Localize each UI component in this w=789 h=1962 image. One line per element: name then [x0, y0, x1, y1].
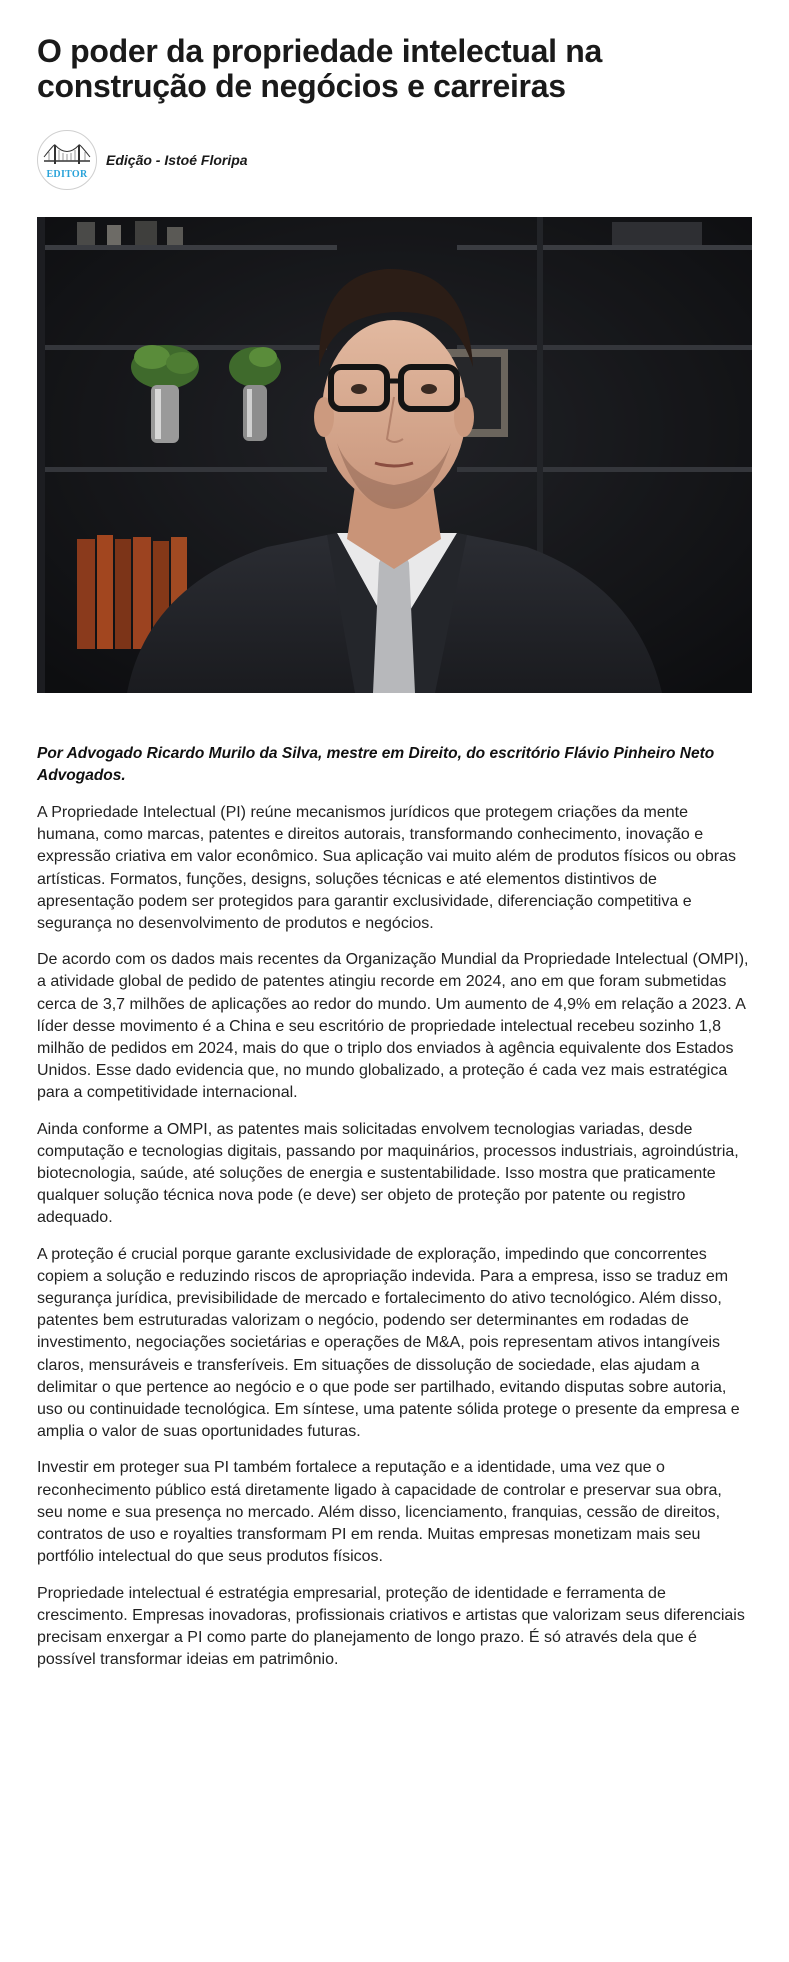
article-paragraph: Ainda conforme a OMPI, as patentes mais solicitadas envolvem tecnologias variadas, desde computação e tecnologias digitais, passando por maquinários, processos industriais, agroindústria, biotecnologia, saúde, até soluções de energia e sustentabilidade. Isso mostra que praticamente qualquer solução técnica nova pode (e deve) ser objeto de proteção por patente ou registro adequado. [37, 1120, 739, 1227]
article-paragraph: Investir em proteger sua PI também fortalece a reputação e a identidade, uma vez que o reconhecimento público está diretamente ligado à capacidade de controlar e preservar sua obra, seu nome e sua presença no mercado. Além disso, licenciamento, franquias, cessão de direitos, contratos de uso e royalties transformam PI em renda. Muitas empresas monetizam mais seu portfólio intelectual do que seus produtos físicos. [37, 1459, 722, 1566]
article-paragraph: Propriedade intelectual é estratégia empresarial, proteção de identidade e ferramenta de crescimento. Empresas inovadoras, profissionais criativos e artistas que valorizam seus diferenciais precisam enxergar a PI como parte do planejamento de longo prazo. É só através dela que é possível transformar ideias em patrimônio. [37, 1584, 745, 1669]
hero-image [37, 217, 752, 693]
article-byline: Por Advogado Ricardo Murilo da Silva, mestre em Direito, do escritório Flávio Pinheiro Neto Advogados. [37, 745, 715, 784]
article-paragraph: A Propriedade Intelectual (PI) reúne mecanismos jurídicos que protegem criações da mente humana, como marcas, patentes e direitos autorais, transformando conhecimento, inovação e expressão criativa em valor econômico. Sua aplicação vai muito além de produtos físicos ou obras artísticas. Formatos, funções, designs, soluções técnicas e até elementos distintivos de apresentação podem ser protegidos para garantir exclusividade, diferenciação competitiva e segurança no desenvolvimento de produtos e negócios. [37, 804, 737, 933]
article-paragraph: De acordo com os dados mais recentes da Organização Mundial da Propriedade Intelectual (OMPI), a atividade global de pedido de patentes atingiu recorde em 2024, ano em que foram submetidas cerca de 3,7 milhões de aplicações ao redor do mundo. Um aumento de 4,9% em relação a 2023. A líder desse movimento é a China e seu escritório de propriedade intelectual recebeu sozinho 1,8 milhão de pedidos em 2024, mais do que o triplo dos enviados à agência equivalente dos Estados Unidos. Esse dado evidencia que, no mundo globalizado, a proteção é cada vez mais estratégica para a competitividade internacional. [37, 951, 749, 1102]
article-title: O poder da propriedade intelectual na construção de negócios e carreiras [37, 33, 603, 104]
article [37, 34, 752, 1671]
article-paragraph: A proteção é crucial porque garante exclusividade de exploração, impedindo que concorrentes copiem a solução e reduzindo riscos de apropriação indevida. Para a empresa, isso se traduz em segurança jurídica, previsibilidade de mercado e fortalecimento do ativo tecnológico. Além disso, patentes bem estruturadas valorizam o negócio, podendo ser determinantes em rodadas de investimento, negociações societárias e operações de M&A, pois representam ativos intangíveis claros, mensuráveis e transferíveis. Em situações de dissolução de sociedade, elas ajudam a delimitar o que pertence ao negócio e o que pode ser partilhado, evitando disputas sobre autoria, uso ou continuidade tecnológica. Em síntese, uma patente sólida protege o presente da empresa e amplia o valor de suas oportunidades futuras. [37, 1245, 740, 1441]
author-name[interactable]: Edição - Istoé Floripa [106, 152, 248, 168]
portrait-photo-icon [37, 217, 752, 693]
avatar-label: EDITOR [46, 169, 88, 180]
author-avatar[interactable] [37, 130, 97, 190]
bridge-icon [38, 131, 96, 189]
author-row [37, 128, 752, 192]
